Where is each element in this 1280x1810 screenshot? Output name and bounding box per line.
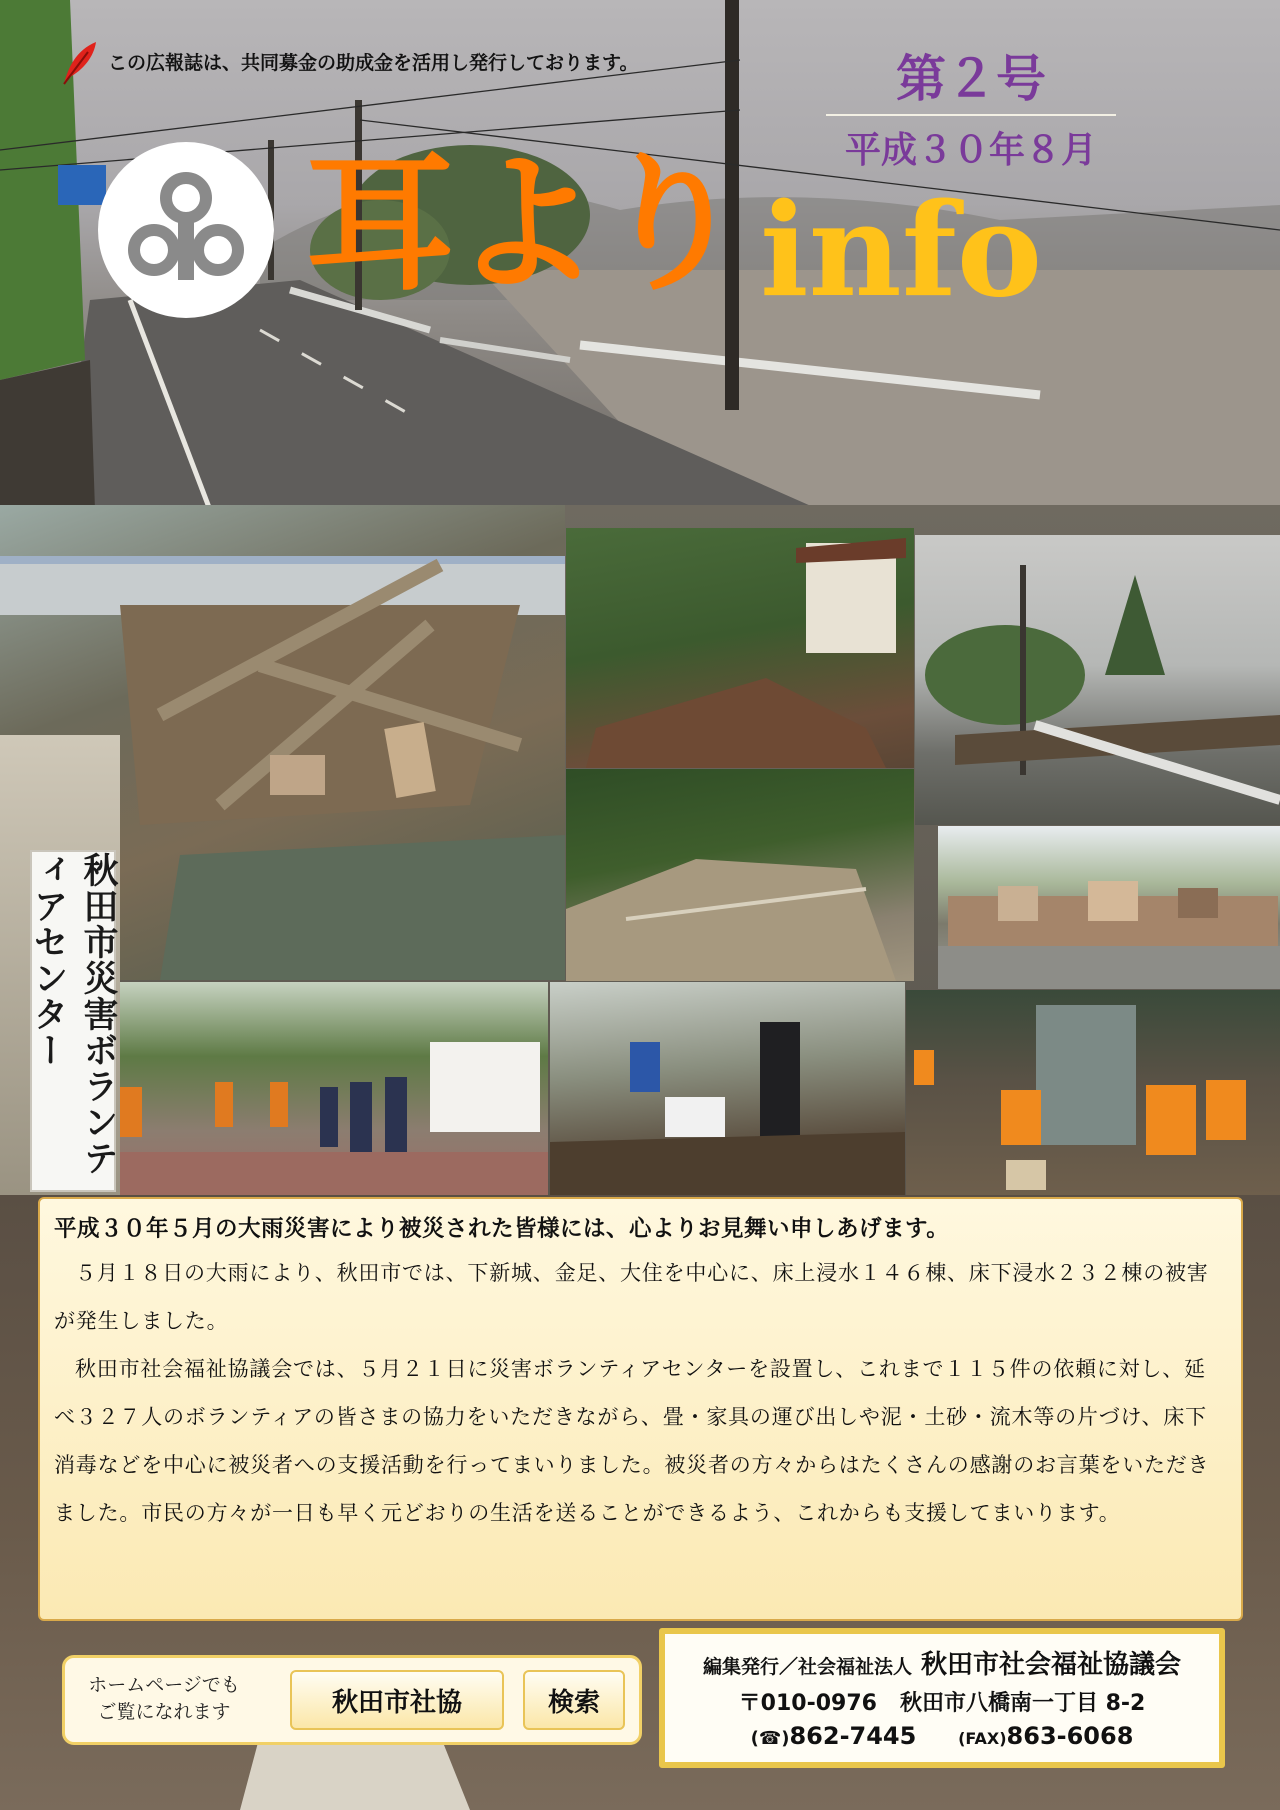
search-button[interactable]: 検索 — [523, 1670, 625, 1730]
publisher-label: 編集発行／社会福祉法人 — [702, 1656, 912, 1678]
issue-number: 第２号 — [896, 50, 1046, 108]
search-prompt-line1: ホームページでも — [88, 1674, 240, 1696]
red-feather-icon — [58, 38, 100, 88]
volunteer-center-caption: 秋田市災害ボランティアセンター — [28, 852, 119, 1176]
fax-label: (FAX) — [958, 1729, 1007, 1748]
search-prompt-line2: ご覧になれます — [97, 1701, 231, 1723]
publisher-name: 秋田市社会福祉協議会 — [921, 1650, 1182, 1680]
fax-number: 863-6068 — [1006, 1722, 1134, 1750]
phone-number: 862-7445 — [789, 1722, 917, 1750]
message-paragraph-damage: ５月１８日の大雨により、秋田市では、下新城、金足、大住を中心に、床上浸水１４６棟、床下浸水２３２棟の被害が発生しました。 — [54, 1261, 1209, 1333]
homepage-search-banner — [62, 1655, 642, 1745]
photo-orange-vest-volunteers — [906, 990, 1280, 1195]
search-keyword-field[interactable]: 秋田市社協 — [290, 1670, 504, 1730]
publisher-info-box — [659, 1628, 1225, 1768]
issue-divider — [826, 114, 1116, 116]
photo-slope-debris — [566, 769, 914, 981]
logo-title: 耳より — [305, 138, 744, 312]
publisher-line — [665, 1644, 1219, 1681]
photo-channel-debris — [566, 528, 914, 768]
mimiyori-logo-icon — [96, 140, 276, 320]
message-paragraph-activities: 秋田市社会福祉協議会では、５月２１日に災害ボランティアセンターを設置し、これまで１１５件の依頼に対し、延べ３２７人のボランティアの皆さまの協力をいただきながら、畳・家具の運び出しや泥・土砂・流木等の片づけ、床下消毒などを中心に被災者への支援活動を行ってまいりました。被災者の方々からはたくさんの感謝のお言葉をいただきました。市民の方々が一日も早く元どおりの生活を送ることができるよう、これからも支援してまいります。 — [54, 1357, 1210, 1525]
search-prompt — [79, 1672, 249, 1726]
photo-mud-removal — [550, 982, 905, 1195]
publisher-address-line — [665, 1686, 1219, 1717]
postal-code: 〒010-0976 — [738, 1691, 877, 1716]
photo-furniture-pile — [938, 826, 1280, 989]
volunteer-center-signboard — [28, 850, 119, 1192]
logo-info: info — [760, 176, 1043, 326]
photo-flooded-street — [915, 535, 1280, 825]
publisher-address: 秋田市八橋南一丁目 8-2 — [899, 1691, 1146, 1716]
phone-icon: (☎) — [750, 1728, 790, 1749]
fund-notice: この広報誌は、共同募金の助成金を活用し発行しております。 — [108, 52, 639, 74]
photo-volunteers-gathering — [120, 982, 548, 1195]
message-heading: 平成３０年５月の大雨災害により被災された皆様には、心よりお見舞い申しあげます。 — [54, 1216, 950, 1242]
disaster-message-box — [38, 1197, 1243, 1621]
issue-date: 平成３０年８月 — [844, 130, 1097, 171]
publisher-contact-line — [665, 1722, 1219, 1750]
